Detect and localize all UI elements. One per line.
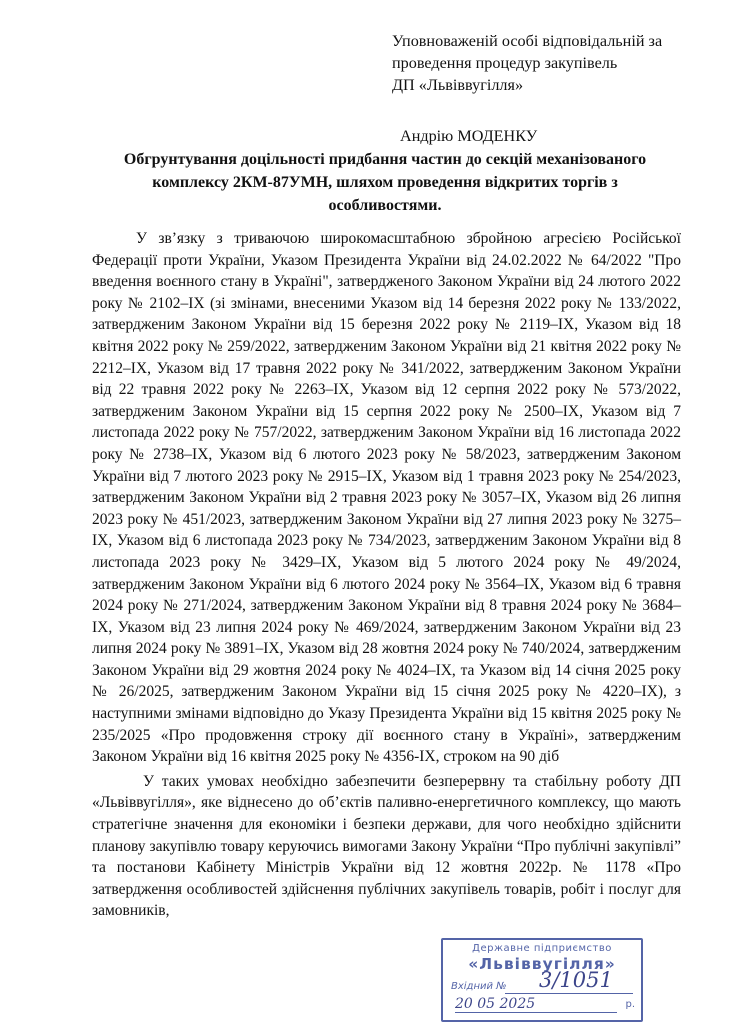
body-paragraph: У зв’язку з триваючою широкомасштабною збройною агресією Російської Федерації проти України, Указом Президента України від 24.02.2022 № 64/2022 "Про введення воєнного стану в Україні", затвердженого Законом України від 24 лютого 2022 року № 2102–IX (зі змінами, внесеними Указом від 14 березня 2022 року № 133/2022, затвердженим Законом України від 15 березня 2022 року № 2119–IX, Указом від 18 квітня 2022 року № 259/2022, затвердженим Законом України від 21 квітня 2022 року № 2212–IX, Указом від 17 травня 2022 року № 341/2022, затвердженим Законом України від 22 травня 2022 року № 2263–IX, Указом від 12 серпня 2022 року № 573/2022, затвердженим Законом України від 15 серпня 2022 року № 2500–IX, Указом від 7 листопада 2022 року № 757/2022, затвердженим Законом України від 16 листопада 2022 року № 2738–IX, Указом від 6 лютого 2023 року № 58/2023, затвердженим Законом України від 7 лютого 2023 року № 2915–IX, Указом від 1 травня 2023 року № 254/2023, затвердженим Законом України від 2 травня 2023 року № 3057–IX, Указом від 26 липня 2023 року № 451/2023, затвердженим Законом України від 27 липня 2023 року № 3275–IX, Указом від 6 листопада 2023 року № 734/2023, затвердженим Законом України від 8 листопада 2023 року № 3429–IX, Указом від 5 лютого 2024 року № 49/2024, затвердженим Законом України від 6 лютого 2024 року № 3564–IX, Указом від 6 травня 2024 року № 271/2024, затвердженим Законом України від 8 травня 2024 року № 3684–IX, Указом від 23 липня 2024 року № 469/2024, затвердженим Законом України від 23 липня 2024 року № 3891–IX, Указом від 28 жовтня 2024 року № 740/2024, затвердженим Законом України від 29 жовтня 2024 року № 4024–IX, та Указом від 14 січня 2025 року № 26/2025, затвердженим Законом України від 15 січня 2025 року № 4220–IX), з наступними змінами відповідно до Указу Президента України від 15 квітня 2025 року № 235/2025 «Про продовження строку дії воєнного стану в Україні», затвердженим Законом України від 16 квітня 2025 року № 4356-IX, строком на 90 діб	[92, 230, 681, 766]
stamp-incoming-label: Вхідний №	[451, 981, 507, 992]
registration-stamp	[441, 938, 643, 1022]
stamp-year-suffix: р.	[625, 999, 635, 1010]
stamp-incoming-number: 3/1051	[539, 968, 613, 992]
addressee-block	[392, 30, 712, 147]
addressee-line: проведення процедур закупівель	[392, 54, 618, 72]
addressee-line: Уповноваженій особі відповідальній за	[392, 32, 663, 50]
document-title: Обгрунтування доцільності придбання частин до секцій механізованого комплексу 2КМ-87УМН, шляхом проведення відкритих торгів з особливостями.	[123, 151, 647, 214]
document-body	[92, 228, 681, 922]
addressee-name: Андрію МОДЕНКУ	[400, 127, 538, 145]
stamp-divider	[455, 1012, 617, 1013]
stamp-org: «Львіввугілля»	[468, 955, 616, 973]
body-paragraph: У таких умовах необхідно забезпечити безперервну та стабільну роботу ДП «Львіввугілля», яке віднесено до об’єктів паливно-енергетичного комплексу, що мають стратегічне значення для економіки і безпеки держави, для чого необхідно здійснити планову закупівлю товару керуючись вимогами Закону України “Про публічні закупівлі” та постанови Кабінету Міністрів України від 12 жовтня 2022р. № 1178 «Про затвердження особливостей здійснення публічних закупівель товарів, робіт і послуг для замовників,	[92, 772, 681, 920]
stamp-divider	[505, 993, 633, 994]
stamp-date: 20 05 2025	[455, 996, 536, 1012]
addressee-line: ДП «Львіввугілля»	[392, 76, 524, 94]
stamp-header: Державне підприємство	[472, 943, 612, 954]
